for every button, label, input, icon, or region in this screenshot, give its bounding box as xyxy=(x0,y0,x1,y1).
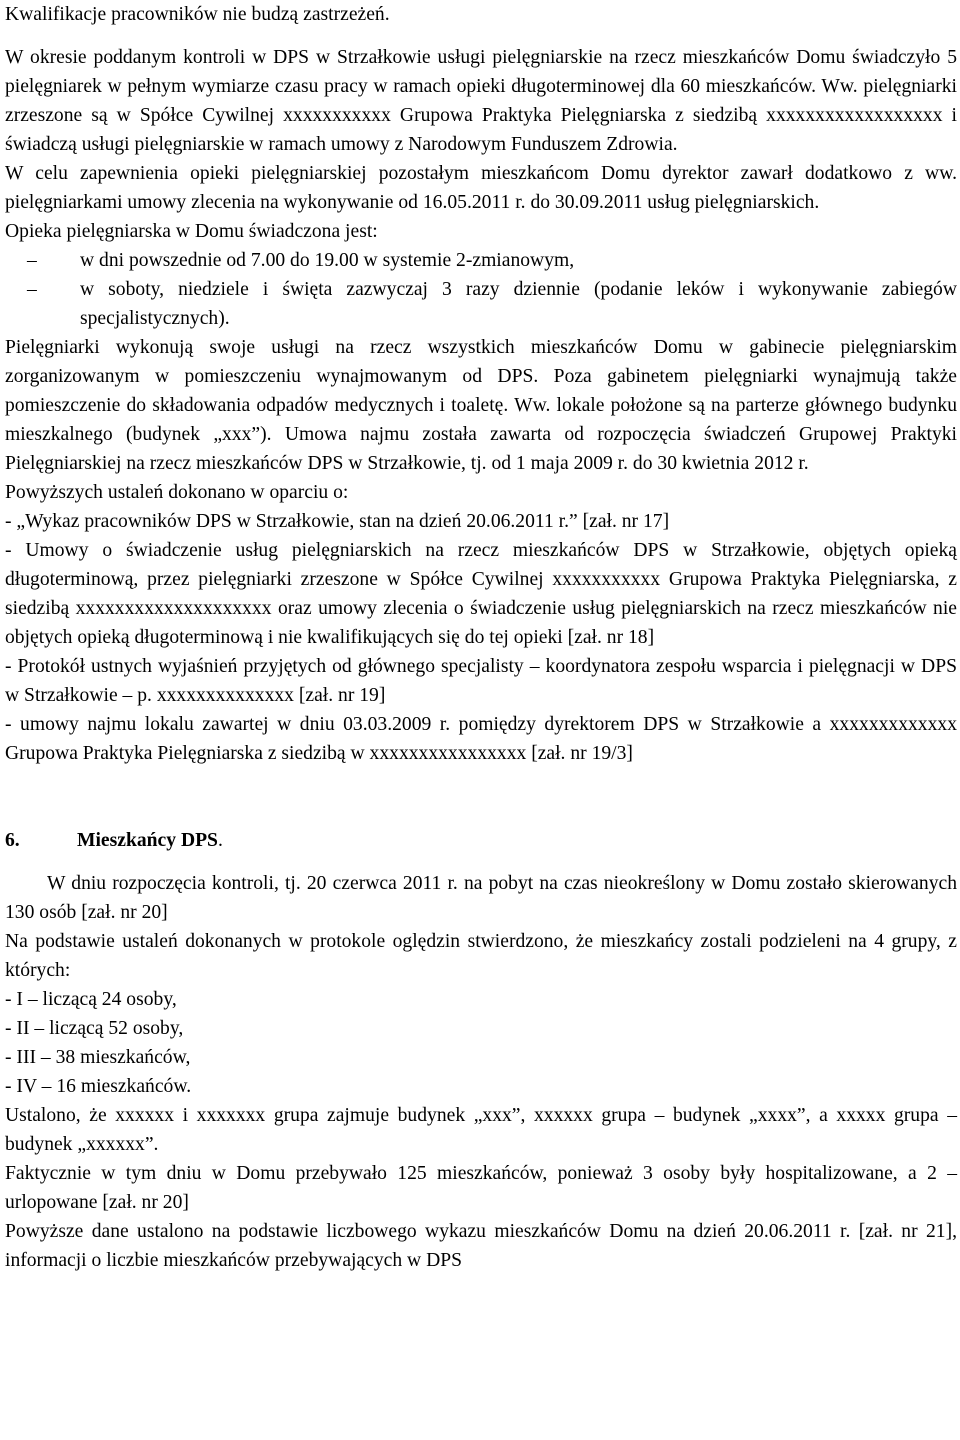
list-item xyxy=(5,246,957,275)
paragraph-source-1: - „Wykaz pracowników DPS w Strzałkowie, stan na dzień 20.06.2011 r.” [zał. nr 17] xyxy=(5,511,670,532)
section-title-suffix: . xyxy=(217,830,223,851)
dash-bullet: – xyxy=(27,250,37,271)
section-heading xyxy=(5,826,957,855)
paragraph-nursing-office: Pielęgniarki wykonują swoje usługi na rzecz wszystkich mieszkańców Domu w gabinecie pielęgniarskim zorganizowanym w pomieszczeniu wynajmowanym od DPS. Poza gabinetem pielęgniarki wynajmują także pomieszczenie do składowania odpadów medycznych i toaletę. Ww. lokale położone są na parterze głównego budynku mieszkalnego (budynek „xxx”). Umowa najmu została zawarta od rozpoczęcia świadczeń Grupowej Praktyki Pielęgniarskiej na rzecz mieszkańców DPS w Strzałkowie, tj. od 1 maja 2009 r. do 30 kwietnia 2012 r. xyxy=(5,337,957,474)
paragraph-residents-present: Faktycznie w tym dniu w Domu przebywało 125 mieszkańców, ponieważ 3 osoby były hospitalizowane, a 2 – urlopowane [zał. nr 20] xyxy=(5,1163,957,1213)
paragraph-residents-referred: W dniu rozpoczęcia kontroli, tj. 20 czerwca 2011 r. na pobyt na czas nieokreślony w Domu zostało skierowanych 130 osób [zał. nr 20] xyxy=(5,873,957,923)
document-page xyxy=(5,0,957,1275)
paragraph-data-basis: Powyższe dane ustalono na podstawie liczbowego wykazu mieszkańców Domu na dzień 20.06.2011 r. [zał. nr 21], informacji o liczbie mieszkańców przebywających w DPS xyxy=(5,1221,957,1271)
paragraph-source-3: - Protokół ustnych wyjaśnień przyjętych od głównego specjalisty – koordynatora zespołu wsparcia i pielęgnacji w DPS w Strzałkowie – p. xxxxxxxxxxxxxx [zał. nr 19] xyxy=(5,656,957,706)
paragraph-source-2: - Umowy o świadczenie usług pielęgniarskich na rzecz mieszkańców DPS w Strzałkowie, objętych opieką długoterminową, przez pielęgniarki zrzeszone w Spółce Cywilnej xxxxxxxxxxx Grupowa Praktyka Pielęgniarska, z siedzibą xxxxxxxxxxxxxxxxxxxx oraz umowy zlecenia o świadczenie usług pielęgniarskich na rzecz mieszkańców nie objętych opieką długoterminową i nie kwalifikujących się do tej opieki [zał. nr 18] xyxy=(5,540,957,648)
list-item-text: w dni powszednie od 7.00 do 19.00 w systemie 2-zmianowym, xyxy=(80,250,575,271)
paragraph-additional-contracts: W celu zapewnienia opieki pielęgniarskiej pozostałym mieszkańcom Domu dyrektor zawarł dodatkowo z ww. pielęgniarkami umowy zlecenia na wykonywanie od 16.05.2011 r. do 30.09.2011 usług pielęgniarskich. xyxy=(5,163,957,213)
group-item: - I – liczącą 24 osoby, xyxy=(5,989,177,1010)
paragraph-source-4: - umowy najmu lokalu zawartej w dniu 03.03.2009 r. pomiędzy dyrektorem DPS w Strzałkowie a xxxxxxxxxxxxx Grupowa Praktyka Pielęgniarska z siedzibą w xxxxxxxxxxxxxxxx [zał. nr 19/3] xyxy=(5,714,957,764)
paragraph-qualifications: Kwalifikacje pracowników nie budzą zastrzeżeń. xyxy=(5,4,390,25)
paragraph-care-provided: Opieka pielęgniarska w Domu świadczona jest: xyxy=(5,221,378,242)
list-item-text: w soboty, niedziele i święta zazwyczaj 3 razy dziennie (podanie leków i wykonywanie zabiegów specjalistycznych). xyxy=(80,279,957,329)
paragraph-building-assignment: Ustalono, że xxxxxx i xxxxxxx grupa zajmuje budynek „xxx”, xxxxxx grupa – budynek „xxxx”, a xxxxx grupa – budynek „xxxxxx”. xyxy=(5,1105,957,1155)
group-item: - III – 38 mieszkańców, xyxy=(5,1047,191,1068)
section-number: 6. xyxy=(5,830,20,851)
spacer xyxy=(5,855,957,869)
section-title: Mieszkańcy DPS xyxy=(77,830,218,851)
group-item: - II – liczącą 52 osoby, xyxy=(5,1018,184,1039)
paragraph-nursing-services: W okresie poddanym kontroli w DPS w Strzałkowie usługi pielęgniarskie na rzecz mieszkańców Domu świadczyło 5 pielęgniarek w pełnym wymiarze czasu pracy w ramach opieki długoterminowej dla 60 mieszkańców. Ww. pielęgniarki zrzeszone są w Spółce Cywilnej xxxxxxxxxxx Grupowa Praktyka Pielęgniarska z siedzibą xxxxxxxxxxxxxxxxxx i świadczą usługi pielęgniarskie w ramach umowy z Narodowym Funduszem Zdrowia. xyxy=(5,47,957,155)
care-schedule-list xyxy=(5,246,957,333)
list-item xyxy=(5,275,957,333)
spacer xyxy=(5,29,957,43)
paragraph-groups-intro: Na podstawie ustaleń dokonanych w protokole oględzin stwierdzono, że mieszkańcy zostali podzieleni na 4 grupy, z których: xyxy=(5,931,957,981)
group-item: - IV – 16 mieszkańców. xyxy=(5,1076,192,1097)
spacer xyxy=(5,768,957,826)
dash-bullet: – xyxy=(27,279,37,300)
paragraph-findings-basis: Powyższych ustaleń dokonano w oparciu o: xyxy=(5,482,349,503)
